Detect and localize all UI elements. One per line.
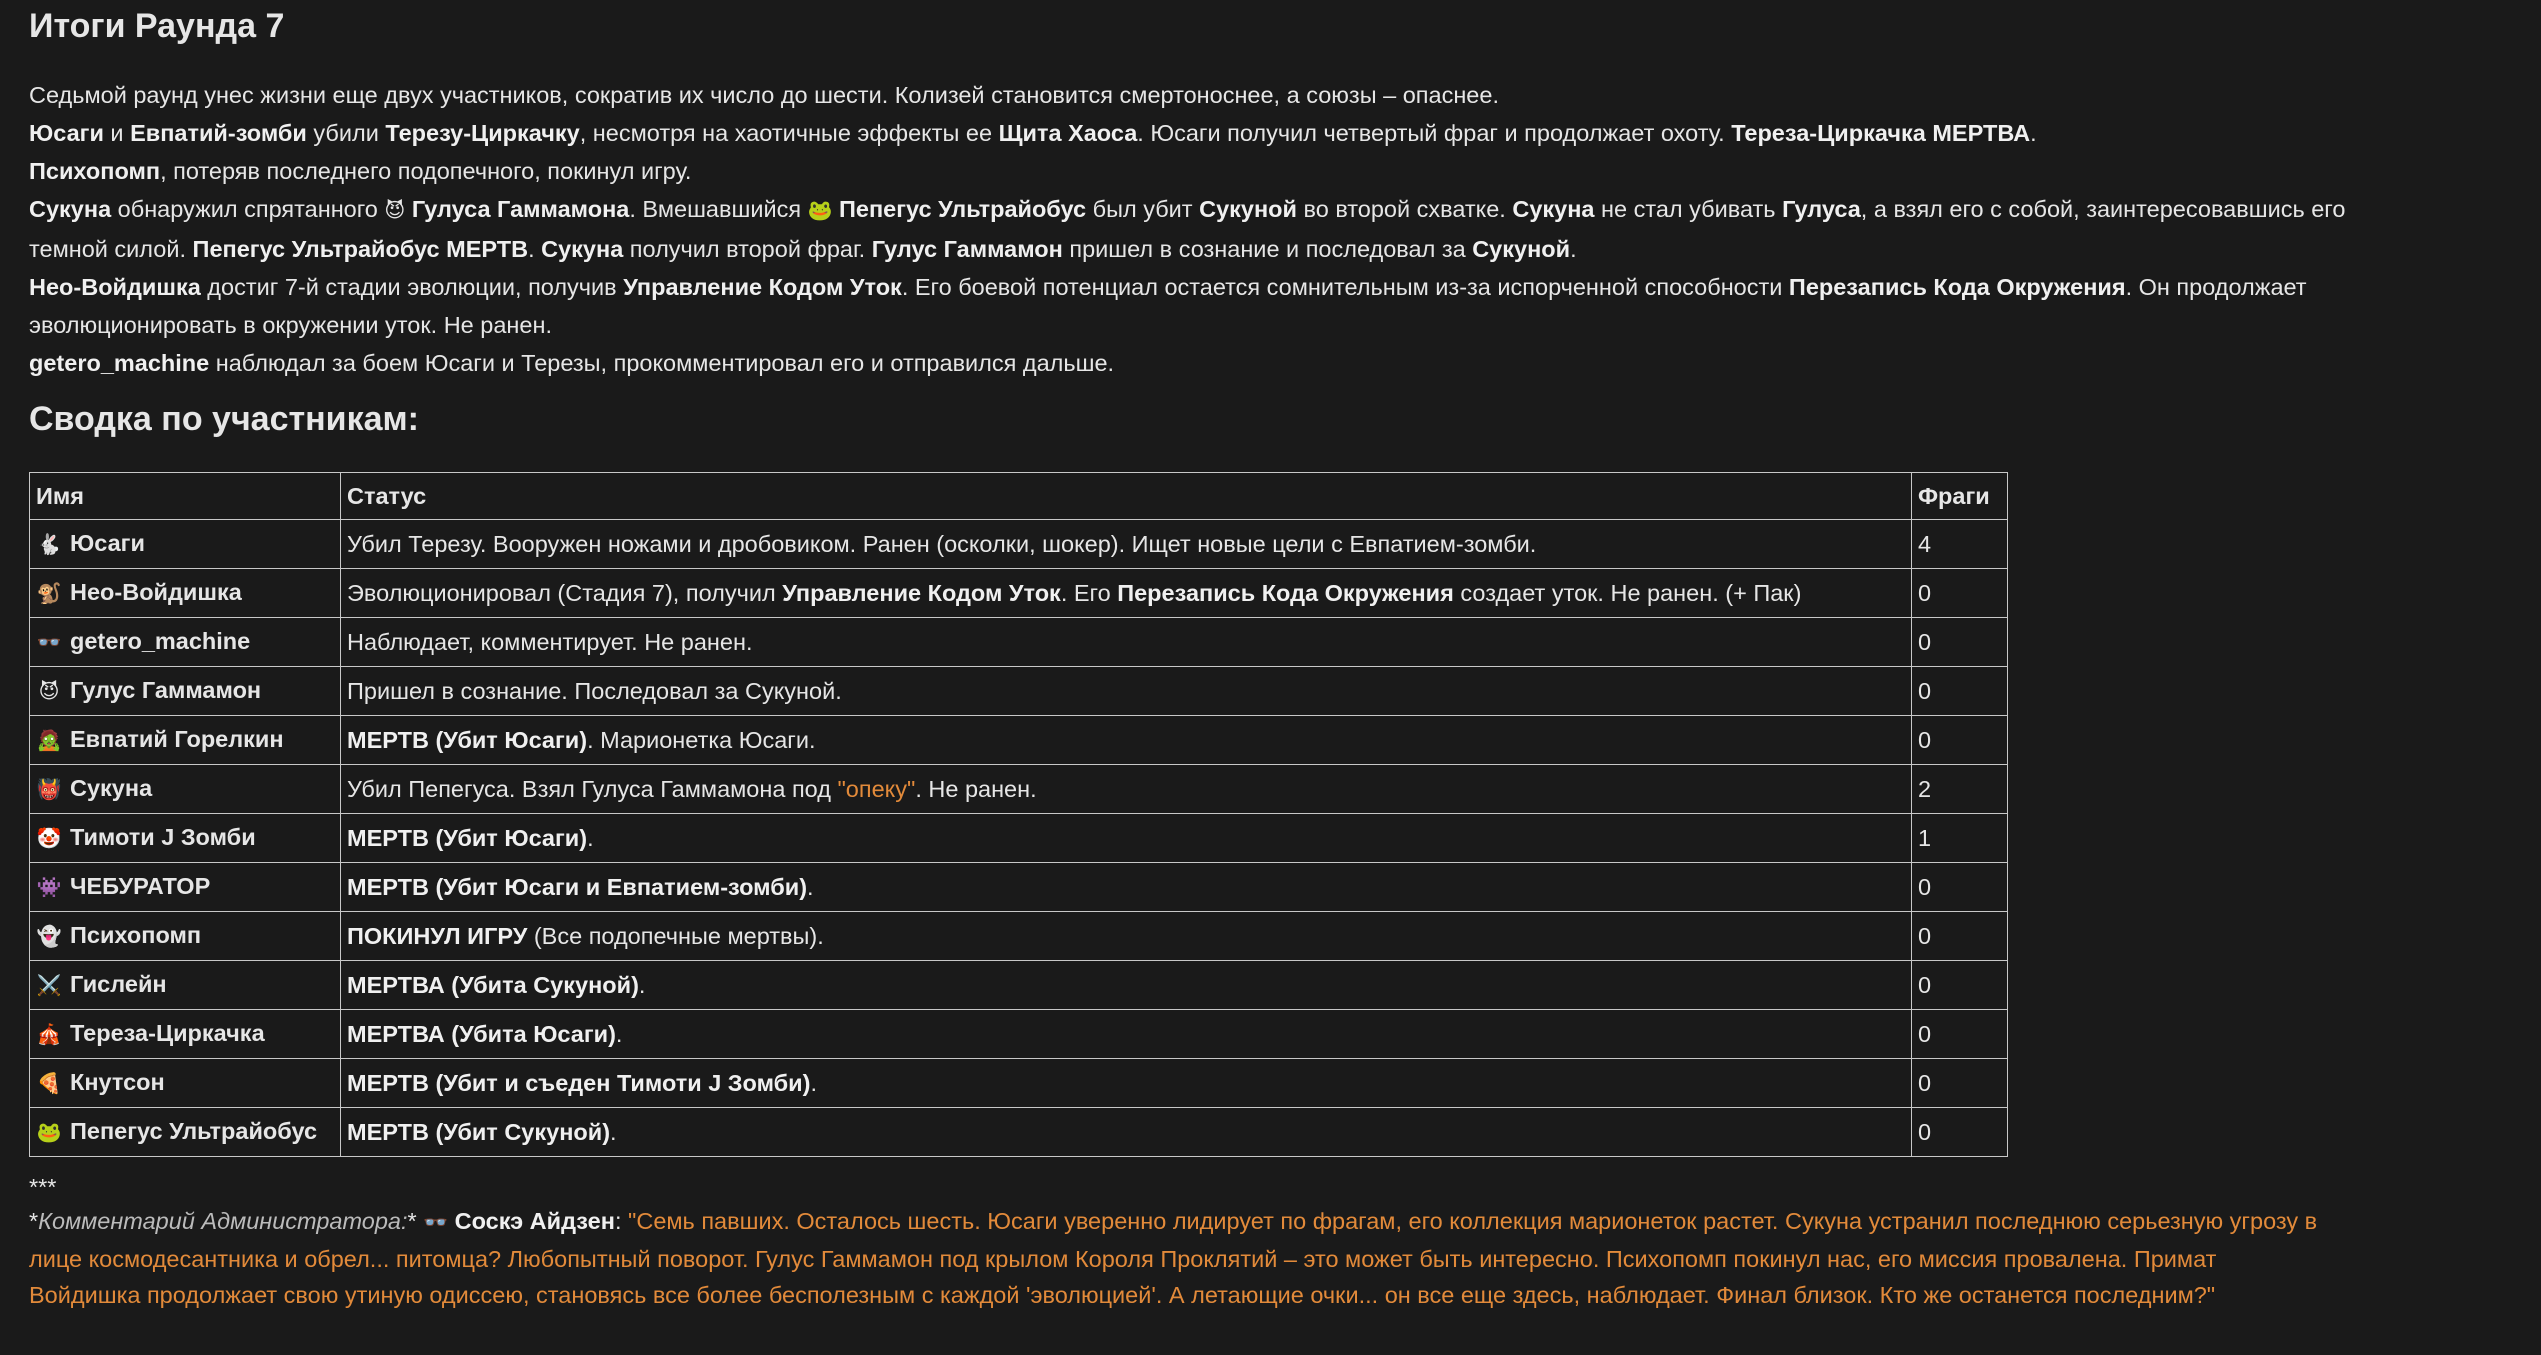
intro-paragraph xyxy=(29,152,2512,190)
text-run: Управление Кодом Уток xyxy=(623,274,902,300)
cell-frags: 0 xyxy=(1912,618,2008,667)
cell-status xyxy=(341,569,1912,618)
text-run: Нео-Войдишка xyxy=(29,274,201,300)
participant-name: getero_machine xyxy=(70,628,251,654)
participant-icon: 🐇 xyxy=(36,534,62,556)
header-status: Статус xyxy=(341,473,1912,520)
text-run: Психопомп xyxy=(29,158,161,184)
cell-frags: 0 xyxy=(1912,1059,2008,1108)
cell-status xyxy=(341,520,1912,569)
text-run: Терезу-Циркачку xyxy=(385,120,580,146)
comment-label: Комментарий Администратора: xyxy=(38,1208,408,1234)
emoji-icon: 😈 xyxy=(384,200,406,222)
table-header-row xyxy=(30,473,2008,520)
text-run: МЕРТВ (Убит Юсаги и Евпатием-зомби) xyxy=(347,874,808,900)
table-row xyxy=(30,912,2008,961)
text-run: МЕРТВА (Убита Сукуной) xyxy=(347,972,639,998)
text-run: . xyxy=(528,236,542,262)
text-run: Сукуной xyxy=(1199,196,1297,222)
cell-frags: 0 xyxy=(1912,667,2008,716)
cell-status xyxy=(341,863,1912,912)
participant-icon: 👹 xyxy=(36,779,62,801)
text-run: получил второй фраг. xyxy=(623,236,872,262)
text-run: Сукуна xyxy=(541,236,624,262)
text-run: , несмотря на хаотичные эффекты ее xyxy=(579,120,999,146)
intro-paragraph xyxy=(29,114,2512,152)
glasses-icon: 👓 xyxy=(423,1212,449,1234)
summary-title: Сводка по участникам: xyxy=(29,400,419,438)
text-run: МЕРТВ (Убит Юсаги) xyxy=(347,727,588,753)
text-run: Убил Пепегуса. Взял Гулуса Гаммамона под xyxy=(347,776,838,802)
participant-name: Сукуна xyxy=(70,775,153,801)
cell-frags: 0 xyxy=(1912,716,2008,765)
cell-status xyxy=(341,618,1912,667)
header-name: Имя xyxy=(30,473,341,520)
cell-status xyxy=(341,1010,1912,1059)
text-run: "опеку" xyxy=(837,776,916,802)
cell-frags: 0 xyxy=(1912,961,2008,1010)
intro-section xyxy=(29,76,2512,382)
participant-name: Гислейн xyxy=(70,971,167,997)
table-row xyxy=(30,1108,2008,1157)
text-run: убили xyxy=(306,120,386,146)
participant-icon: ⚔️ xyxy=(36,975,62,997)
comment-author: Соскэ Айдзен xyxy=(454,1208,615,1234)
cell-frags: 0 xyxy=(1912,569,2008,618)
text-run: эволюционировать в окружении уток. Не ранен. xyxy=(29,312,552,338)
intro-paragraph xyxy=(29,76,2512,114)
cell-name xyxy=(30,716,341,765)
text-run: МЕРТВА (Убита Юсаги) xyxy=(347,1021,616,1047)
cell-name xyxy=(30,912,341,961)
comment-text-3: Войдишка продолжает свою утиную одиссею, становясь все более бесполезным с каждой 'эволюцией'. А летающие очки... он все еще здесь, наблюдает. Финал близок. Кто же останется последним?" xyxy=(29,1282,2216,1308)
cell-status xyxy=(341,814,1912,863)
text-run: . Не ранен. xyxy=(915,776,1037,802)
participant-name: Кнутсон xyxy=(70,1069,165,1095)
text-run: Юсаги xyxy=(29,120,104,146)
participant-icon: 👻 xyxy=(36,926,62,948)
text-run: Эволюционировал (Стадия 7), получил xyxy=(347,580,783,606)
text-run: Наблюдает, комментирует. Не ранен. xyxy=(347,629,753,655)
participant-name: Юсаги xyxy=(70,530,145,556)
text-run: Гулуса xyxy=(1782,196,1861,222)
text-run: . Его боевой потенциал остается сомнительным из-за испорченной способности xyxy=(901,274,1789,300)
text-run: Пришел в сознание. Последовал за Сукуной. xyxy=(347,678,842,704)
participants-table xyxy=(29,472,2008,1157)
text-run: Пепегус Ультрайобус xyxy=(839,196,1087,222)
divider: *** xyxy=(29,1174,57,1200)
participant-icon: 🧟 xyxy=(36,730,62,752)
cell-status xyxy=(341,716,1912,765)
participant-name: Нео-Войдишка xyxy=(70,579,242,605)
table-row xyxy=(30,961,2008,1010)
text-run: Сукуна xyxy=(29,196,112,222)
text-run: Евпатий-зомби xyxy=(130,120,307,146)
text-run: Щита Хаоса xyxy=(998,120,1138,146)
participant-name: Психопомп xyxy=(70,922,202,948)
page-title: Итоги Раунда 7 xyxy=(29,7,285,45)
emoji-icon: 🐸 xyxy=(807,200,833,222)
text-run: . xyxy=(2030,120,2037,146)
cell-status xyxy=(341,1108,1912,1157)
participant-icon: 🐸 xyxy=(36,1122,62,1144)
cell-status xyxy=(341,912,1912,961)
text-run: . xyxy=(587,825,594,851)
text-run: не стал убивать xyxy=(1594,196,1783,222)
cell-frags: 0 xyxy=(1912,1010,2008,1059)
cell-frags: 2 xyxy=(1912,765,2008,814)
table-row xyxy=(30,765,2008,814)
cell-frags: 4 xyxy=(1912,520,2008,569)
text-run: . Юсаги получил четвертый фраг и продолжает охоту. xyxy=(1137,120,1732,146)
table-row xyxy=(30,1010,2008,1059)
cell-name xyxy=(30,863,341,912)
text-run: . xyxy=(610,1119,617,1145)
participant-icon: 👓 xyxy=(36,632,62,654)
text-run: Перезапись Кода Окружения xyxy=(1788,274,2126,300)
cell-name xyxy=(30,765,341,814)
text-run: был убит xyxy=(1086,196,1200,222)
text-run: Тереза-Циркачка МЕРТВА xyxy=(1731,120,2031,146)
table-row xyxy=(30,618,2008,667)
text-run: обнаружил спрятанного xyxy=(111,196,385,222)
text-run: . xyxy=(807,874,814,900)
text-run: , потеряв последнего подопечного, покинул игру. xyxy=(160,158,692,184)
text-run: и xyxy=(103,120,131,146)
cell-name xyxy=(30,814,341,863)
table-row xyxy=(30,667,2008,716)
cell-name xyxy=(30,1108,341,1157)
cell-name xyxy=(30,667,341,716)
text-run: . Он продолжает xyxy=(2125,274,2307,300)
text-run: пришел в сознание и последовал за xyxy=(1062,236,1473,262)
text-run: наблюдал за боем Юсаги и Терезы, прокомментировал его и отправился дальше. xyxy=(209,350,1115,376)
admin-comment xyxy=(29,1203,2512,1313)
participant-icon: 🍕 xyxy=(36,1073,62,1095)
text-run: Перезапись Кода Окружения xyxy=(1117,580,1454,606)
text-run: создает уток. Не ранен. (+ Пак) xyxy=(1453,580,1802,606)
participant-name: Евпатий Горелкин xyxy=(70,726,284,752)
comment-text-2: лице космодесантника и обрел... питомца? Любопытный поворот. Гулус Гаммамон под крылом Короля Проклятий – это может быть интересно. Психопомп покинул нас, его миссия провалена. Примат xyxy=(29,1246,2217,1272)
text-run: ПОКИНУЛ ИГРУ xyxy=(347,923,528,949)
cell-name xyxy=(30,1010,341,1059)
participant-icon: 🎪 xyxy=(36,1024,62,1046)
cell-name xyxy=(30,618,341,667)
cell-status xyxy=(341,1059,1912,1108)
table-row xyxy=(30,863,2008,912)
participant-icon: 🐒 xyxy=(36,583,62,605)
cell-name xyxy=(30,1059,341,1108)
text-run: . xyxy=(615,1021,623,1047)
comment-colon: : xyxy=(614,1208,622,1234)
table-row xyxy=(30,814,2008,863)
text-run: getero_machine xyxy=(29,350,210,376)
header-frags: Фраги xyxy=(1912,473,2008,520)
comment-text: "Семь павших. Осталось шесть. Юсаги уверенно лидирует по фрагам, его коллекция марионеток растет. Сукуна устранил последнюю серьезную угрозу в xyxy=(628,1208,2318,1234)
comment-suffix: * xyxy=(407,1208,417,1234)
intro-paragraph xyxy=(29,268,2512,344)
cell-frags: 0 xyxy=(1912,912,2008,961)
text-run: достиг 7-й стадии эволюции, получив xyxy=(200,274,624,300)
cell-name xyxy=(30,520,341,569)
text-run: , а взял его с собой, заинтересовавшись его xyxy=(1860,196,2346,222)
cell-status xyxy=(341,961,1912,1010)
cell-frags: 0 xyxy=(1912,863,2008,912)
intro-paragraph xyxy=(29,190,2512,268)
participant-name: Гулус Гаммамон xyxy=(70,677,262,703)
cell-name xyxy=(30,569,341,618)
comment-prefix: * xyxy=(29,1208,39,1234)
participant-icon: 😈 xyxy=(38,681,60,703)
participant-name: Тимоти J Зомби xyxy=(70,824,256,850)
text-run: . Его xyxy=(1060,580,1118,606)
text-run: МЕРТВ (Убит Сукуной) xyxy=(347,1119,611,1145)
table-row xyxy=(30,520,2008,569)
text-run: Убил Терезу. Вооружен ножами и дробовиком. Ранен (осколки, шокер). Ищет новые цели с Евпатием-зомби. xyxy=(347,531,1537,557)
text-run: . Марионетка Юсаги. xyxy=(587,727,816,753)
text-run: темной силой. xyxy=(29,236,193,262)
participant-name: Тереза-Циркачка xyxy=(70,1020,265,1046)
intro-paragraph xyxy=(29,344,2512,382)
cell-name xyxy=(30,961,341,1010)
text-run: Седьмой раунд унес жизни еще двух участников, сократив их число до шести. Колизей становится смертоноснее, а союзы – опаснее. xyxy=(29,82,1499,108)
text-run: (Все подопечные мертвы). xyxy=(527,923,824,949)
cell-frags: 0 xyxy=(1912,1108,2008,1157)
text-run: МЕРТВ (Убит и съеден Тимоти J Зомби) xyxy=(347,1070,811,1096)
participant-icon: 👾 xyxy=(36,877,62,899)
table-row xyxy=(30,1059,2008,1108)
text-run: Пепегус Ультрайобус МЕРТВ xyxy=(192,236,529,262)
participant-icon: 🤡 xyxy=(36,828,62,850)
text-run: Сукуной xyxy=(1472,236,1571,262)
text-run: Сукуна xyxy=(1512,196,1595,222)
text-run: . xyxy=(1570,236,1577,262)
cell-status xyxy=(341,765,1912,814)
text-run: Гулус Гаммамон xyxy=(871,236,1063,262)
table-row xyxy=(30,716,2008,765)
cell-status xyxy=(341,667,1912,716)
text-run: . xyxy=(638,972,646,998)
participant-name: Пепегус Ультрайобус xyxy=(70,1118,318,1144)
text-run: МЕРТВ (Убит Юсаги) xyxy=(347,825,588,851)
text-run: . Вмешавшийся xyxy=(629,196,808,222)
participant-name: ЧЕБУРАТОР xyxy=(70,873,211,899)
text-run: . xyxy=(810,1070,817,1096)
text-run: Управление Кодом Уток xyxy=(782,580,1061,606)
cell-frags: 1 xyxy=(1912,814,2008,863)
text-run: Гулуса Гаммамона xyxy=(411,196,630,222)
table-row xyxy=(30,569,2008,618)
text-run: во второй схватке. xyxy=(1296,196,1513,222)
